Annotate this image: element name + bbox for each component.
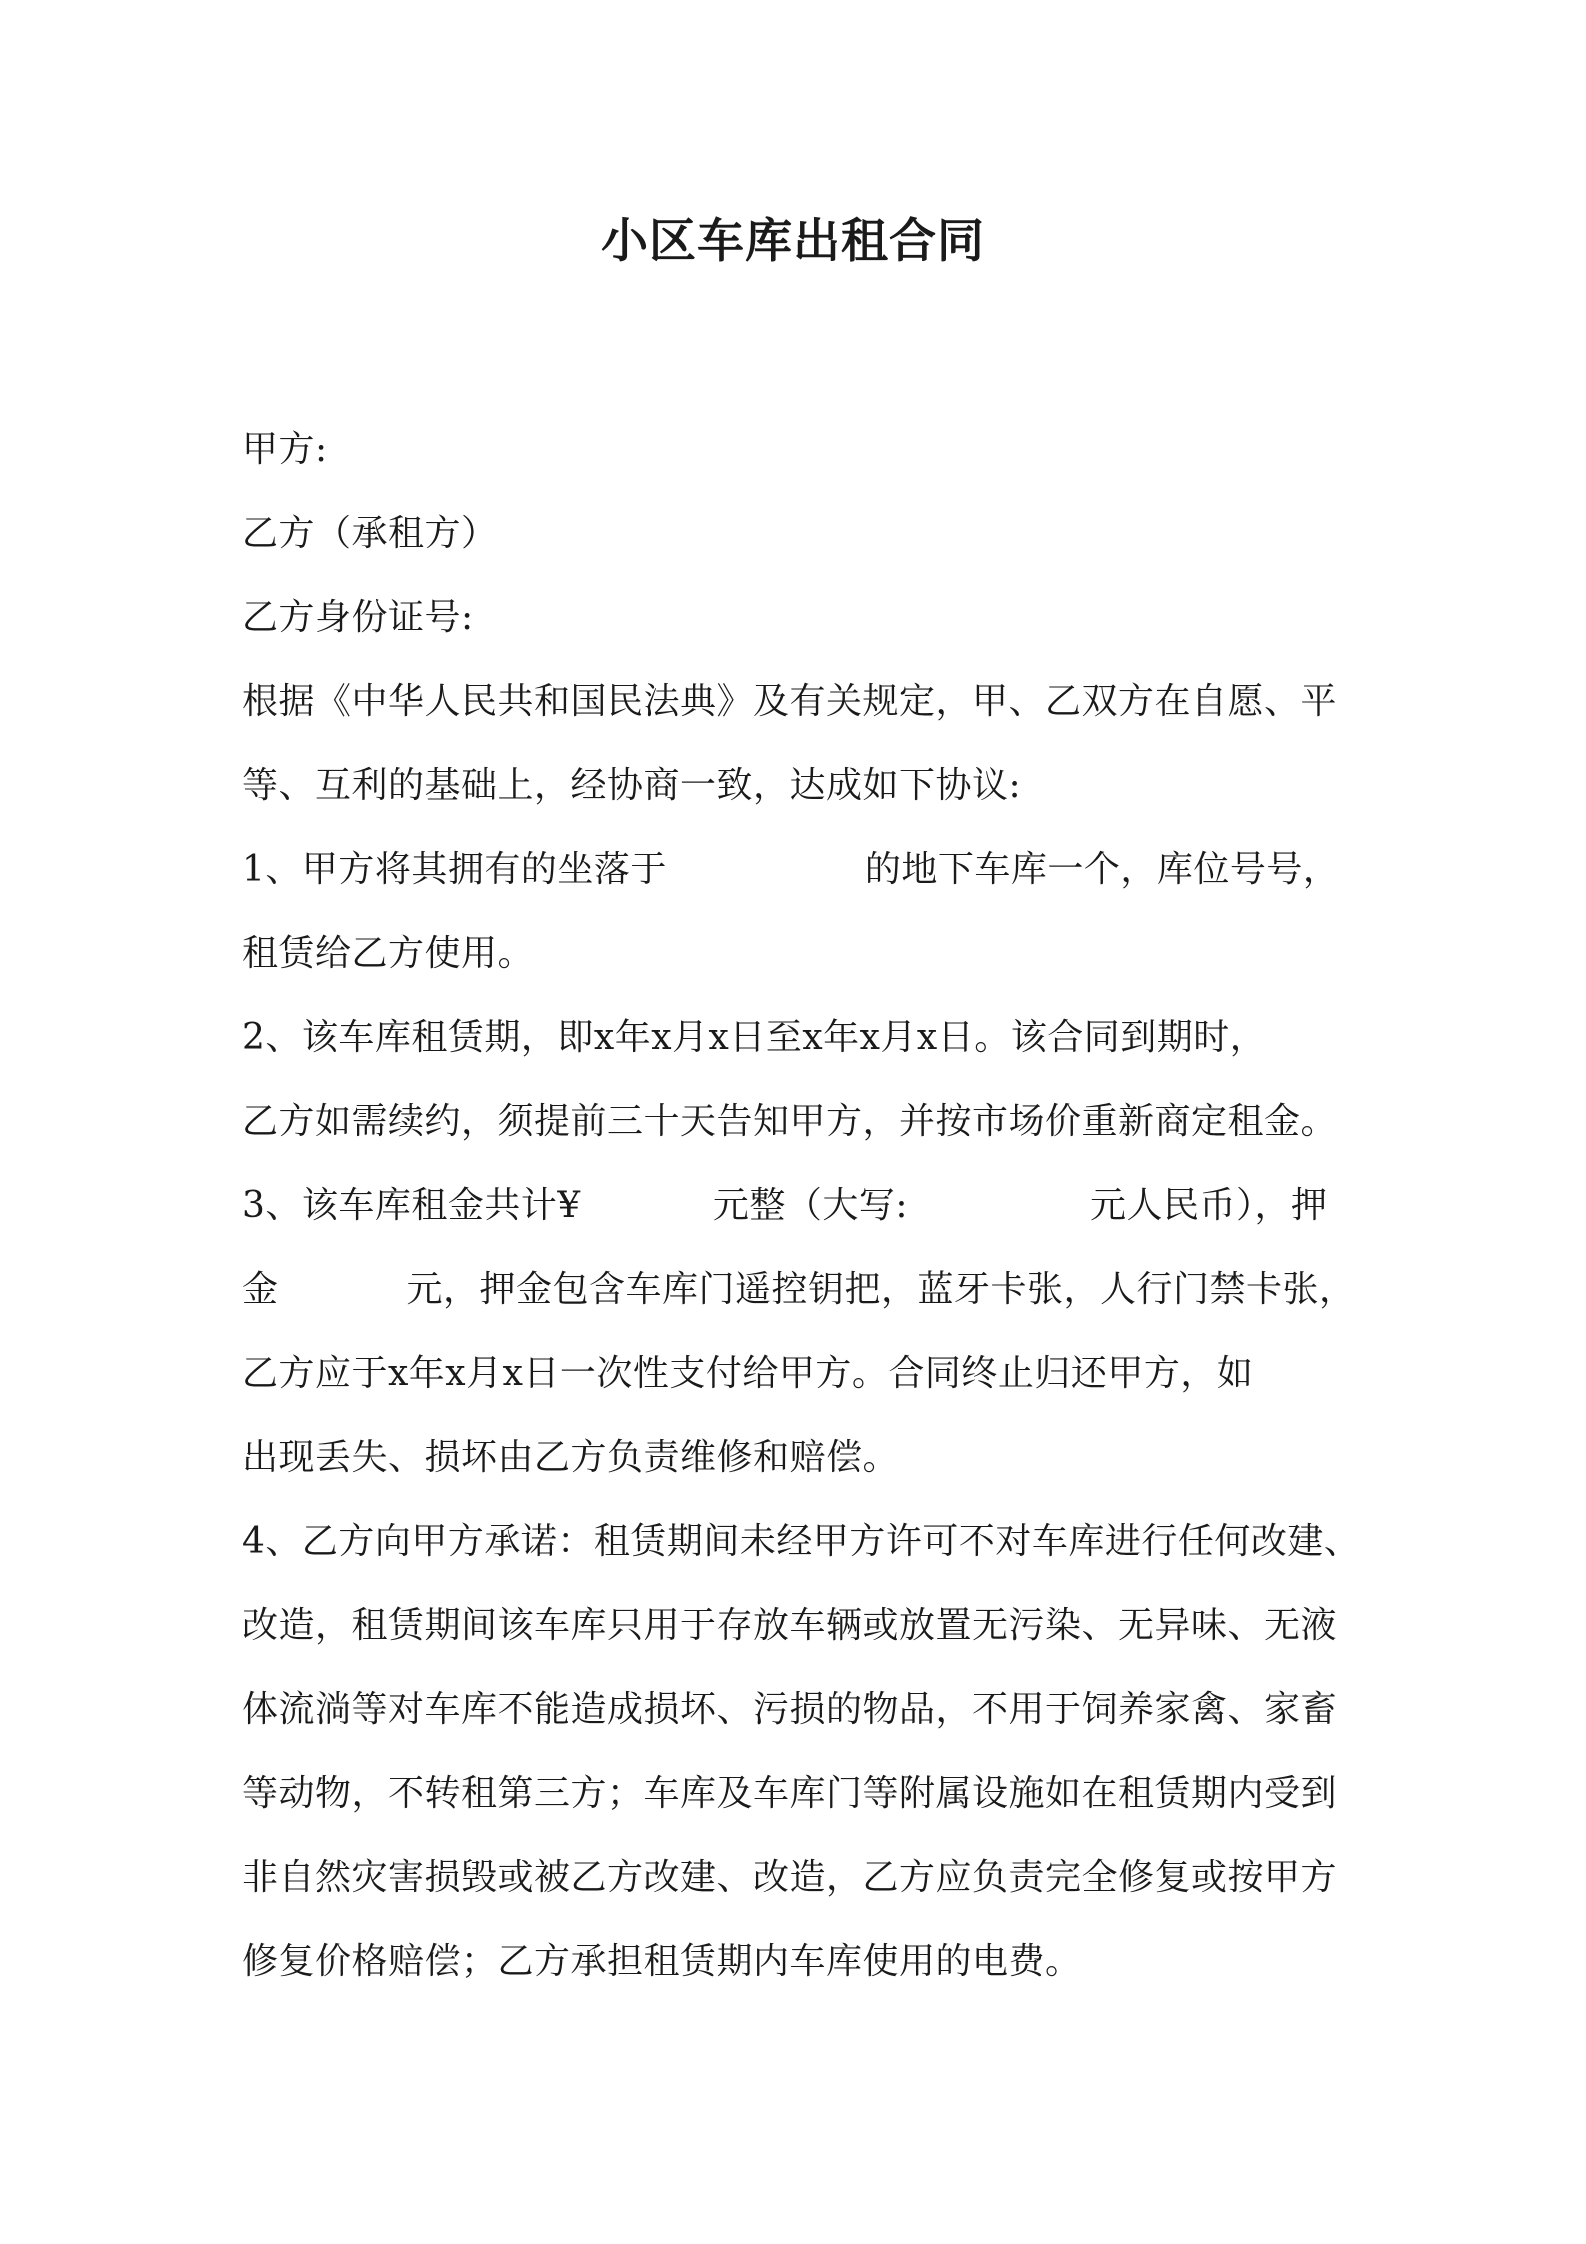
clause-3-text-c: 元人民币），押 [1089, 1185, 1328, 1226]
document-title: 小区车库出租合同 [601, 214, 985, 269]
clause-4-line-5: 非自然灾害损毁或被乙方改建、改造，乙方应负责完全修复或按甲方 [242, 1857, 1338, 1898]
clause-2-line-1: 2、该车库租赁期，即x年x月x日至x年x月x日。该合同到期时， [242, 1017, 1267, 1058]
clause-1-text-b: 的地下车库一个，库位号号， [864, 849, 1340, 890]
clause-3-text-e: 元，押金包含车库门遥控钥把，蓝牙卡张，人行门禁卡张， [406, 1269, 1356, 1310]
party-b-id-line: 乙方身份证号: [242, 597, 474, 638]
clause-3-text-a: 3、该车库租金共计¥ [242, 1185, 581, 1226]
preamble-text-1: 根据《中华人民共和国民法典》及有关规定，甲、乙双方在自愿、平 [242, 681, 1338, 722]
preamble-line-2: 等、互利的基础上，经协商一致，达成如下协议: [242, 765, 1022, 806]
clause-1-text-a: 1、甲方将其拥有的坐落于 [242, 849, 667, 890]
clause-2-line-2: 乙方如需续约，须提前三十天告知甲方，并按市场价重新商定租金。 [242, 1101, 1338, 1142]
clause-4-line-2: 改造，租赁期间该车库只用于存放车辆或放置无污染、无异味、无液 [242, 1605, 1338, 1646]
clause-3-text-d: 金 [242, 1269, 279, 1310]
clause-3-line-3: 乙方应于x年x月x日一次性支付给甲方。合同终止归还甲方，如 [242, 1353, 1254, 1394]
party-a-line: 甲方: [242, 429, 328, 470]
contract-body [242, 408, 1362, 2004]
party-b-line: 乙方（承租方） [242, 513, 498, 554]
clause-1-line-2: 租赁给乙方使用。 [242, 933, 535, 974]
clause-3-line-2 [242, 1248, 1362, 1332]
clause-1-line-1 [242, 828, 1362, 912]
clause-3-line-1 [242, 1164, 1362, 1248]
clause-3-text-b: 元整（大写: [712, 1185, 908, 1226]
clause-4-line-6: 修复价格赔偿；乙方承担租赁期内车库使用的电费。 [242, 1941, 1082, 1982]
clause-4-line-3: 体流淌等对车库不能造成损坏、污损的物品，不用于饲养家禽、家畜 [242, 1689, 1338, 1730]
clause-4-line-4: 等动物，不转租第三方；车库及车库门等附属设施如在租赁期内受到 [242, 1773, 1338, 1814]
clause-4-line-1: 4、乙方向甲方承诺：租赁期间未经甲方许可不对车库进行任何改建、 [242, 1521, 1361, 1562]
preamble-line-1 [242, 660, 1362, 744]
clause-3-line-4: 出现丢失、损坏由乙方负责维修和赔偿。 [242, 1437, 900, 1478]
